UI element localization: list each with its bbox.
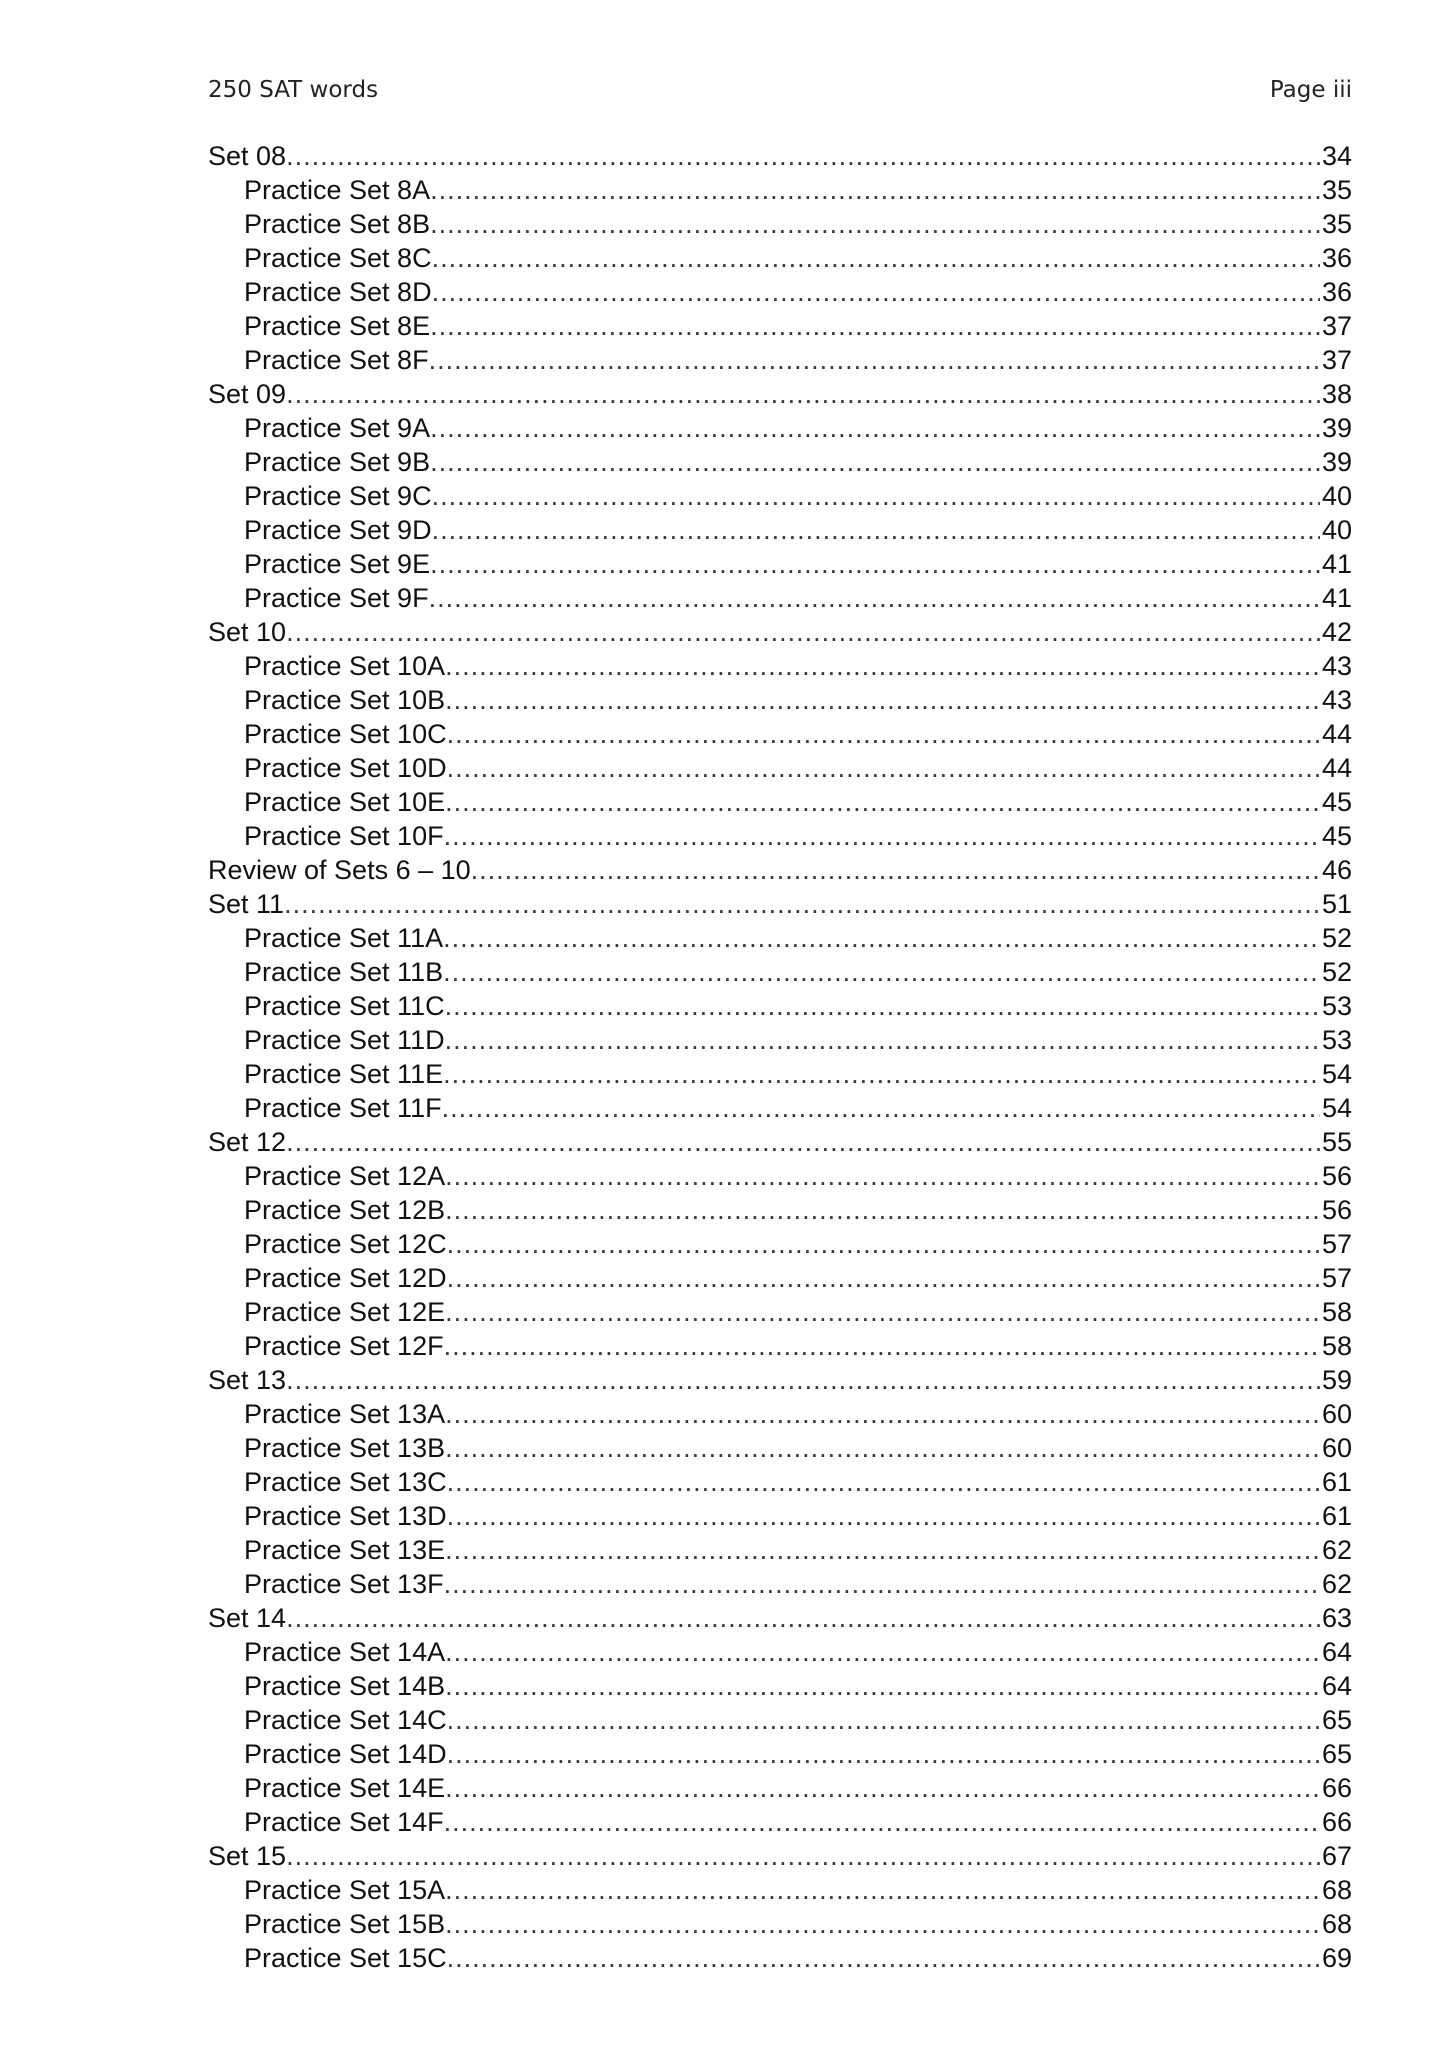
toc-dot-leader [286,377,1320,411]
toc-entry-page-number: 35 [1321,209,1352,239]
toc-entry-title: Practice Set 11A [244,923,444,953]
toc-subentry[interactable] [208,173,1352,207]
toc-subentry[interactable] [208,683,1352,717]
toc-dot-leader [447,1499,1320,1533]
toc-entry-page-number: 59 [1321,1365,1352,1395]
toc-dot-leader [447,1261,1320,1295]
toc-dot-leader [445,1023,1320,1057]
toc-entry-title: Practice Set 8A [244,175,431,205]
toc-entry-page-number: 36 [1321,243,1352,273]
toc-dot-leader [286,1125,1320,1159]
toc-subentry[interactable] [208,649,1352,683]
toc-entry-page-number: 58 [1321,1297,1352,1327]
toc-entry-title: Set 15 [208,1841,287,1871]
toc-entry[interactable] [208,615,1352,649]
toc-entry-title: Practice Set 15B [244,1909,446,1939]
toc-entry-title: Practice Set 10B [244,685,446,715]
toc-dot-leader [443,921,1320,955]
toc-subentry[interactable] [208,1907,1352,1941]
toc-dot-leader [286,1839,1320,1873]
toc-dot-leader [443,1057,1320,1091]
toc-entry-page-number: 54 [1321,1059,1352,1089]
toc-entry-title: Practice Set 13B [244,1433,446,1463]
header-page-number: Page iii [1269,77,1352,103]
toc-subentry[interactable] [208,1703,1352,1737]
toc-entry-page-number: 65 [1321,1739,1352,1769]
toc-entry-page-number: 41 [1321,583,1352,613]
toc-entry-title: Set 08 [208,141,287,171]
toc-entry-title: Practice Set 11F [244,1093,442,1123]
toc-dot-leader [444,819,1320,853]
toc-entry-page-number: 53 [1321,1025,1352,1055]
toc-subentry[interactable] [208,1567,1352,1601]
toc-entry-page-number: 53 [1321,991,1352,1021]
toc-subentry[interactable] [208,1397,1352,1431]
toc-dot-leader [444,1805,1320,1839]
toc-entry-page-number: 39 [1321,447,1352,477]
toc-dot-leader [447,751,1320,785]
toc-dot-leader [445,785,1320,819]
toc-dot-leader [445,683,1320,717]
toc-entry-page-number: 66 [1321,1807,1352,1837]
toc-entry-page-number: 56 [1321,1161,1352,1191]
toc-subentry[interactable] [208,1533,1352,1567]
toc-dot-leader [430,173,1320,207]
toc-entry-title: Practice Set 8C [244,243,432,273]
toc-entry-title: Practice Set 14A [244,1637,446,1667]
toc-subentry[interactable] [208,343,1352,377]
toc-dot-leader [445,649,1320,683]
toc-entry-title: Set 10 [208,617,287,647]
toc-subentry[interactable] [208,1941,1352,1975]
toc-entry-title: Practice Set 11C [244,991,445,1021]
toc-entry-title: Practice Set 15A [244,1875,446,1905]
toc-dot-leader [445,1771,1320,1805]
toc-entry-page-number: 68 [1321,1909,1352,1939]
toc-entry-title: Practice Set 14D [244,1739,447,1769]
toc-entry-title: Set 11 [208,889,285,919]
toc-dot-leader [471,853,1320,887]
toc-dot-leader [445,1397,1320,1431]
toc-entry-page-number: 38 [1321,379,1352,409]
toc-entry-page-number: 45 [1321,787,1352,817]
toc-subentry[interactable] [208,1771,1352,1805]
toc-entry-page-number: 67 [1321,1841,1352,1871]
toc-dot-leader [430,445,1320,479]
toc-entry[interactable] [208,1601,1352,1635]
toc-entry-title: Set 13 [208,1365,287,1395]
toc-entry[interactable] [208,377,1352,411]
toc-subentry[interactable] [208,717,1352,751]
toc-subentry[interactable] [208,989,1352,1023]
toc-dot-leader [445,1193,1320,1227]
toc-entry-title: Practice Set 9B [244,447,431,477]
toc-entry-title: Practice Set 12F [244,1331,444,1361]
toc-dot-leader [447,1941,1320,1975]
toc-dot-leader [432,513,1320,547]
toc-dot-leader [284,887,1320,921]
toc-entry-page-number: 45 [1321,821,1352,851]
toc-dot-leader [445,1635,1320,1669]
toc-subentry[interactable] [208,1295,1352,1329]
toc-subentry[interactable] [208,1431,1352,1465]
toc-entry-title: Practice Set 9E [244,549,431,579]
toc-entry[interactable] [208,139,1352,173]
toc-entry-page-number: 35 [1321,175,1352,205]
toc-subentry[interactable] [208,207,1352,241]
toc-subentry[interactable] [208,1091,1352,1125]
toc-entry-page-number: 54 [1321,1093,1352,1123]
toc-entry-page-number: 62 [1321,1569,1352,1599]
toc-entry-title: Practice Set 9D [244,515,432,545]
toc-subentry[interactable] [208,1159,1352,1193]
toc-dot-leader [444,1329,1320,1363]
toc-subentry[interactable] [208,1057,1352,1091]
toc-dot-leader [445,1159,1320,1193]
toc-entry-page-number: 36 [1321,277,1352,307]
toc-subentry[interactable] [208,1669,1352,1703]
toc-subentry[interactable] [208,1499,1352,1533]
toc-subentry[interactable] [208,309,1352,343]
toc-entry-title: Practice Set 12C [244,1229,447,1259]
toc-subentry[interactable] [208,955,1352,989]
toc-entry-title: Practice Set 8E [244,311,431,341]
toc-dot-leader [447,1703,1320,1737]
toc-entry-title: Set 14 [208,1603,287,1633]
toc-entry-page-number: 56 [1321,1195,1352,1225]
toc-entry[interactable] [208,1125,1352,1159]
toc-entry[interactable] [208,853,1352,887]
toc-entry-page-number: 44 [1321,753,1352,783]
toc-subentry[interactable] [208,1465,1352,1499]
toc-subentry[interactable] [208,921,1352,955]
toc-dot-leader [432,479,1320,513]
toc-dot-leader [447,1737,1320,1771]
toc-entry-title: Practice Set 10D [244,753,447,783]
toc-entry-title: Practice Set 12E [244,1297,446,1327]
toc-entry-page-number: 42 [1321,617,1352,647]
toc-dot-leader [286,1363,1320,1397]
toc-entry-page-number: 43 [1321,685,1352,715]
toc-entry-title: Practice Set 13D [244,1501,447,1531]
toc-subentry[interactable] [208,547,1352,581]
toc-dot-leader [445,1431,1320,1465]
toc-entry-page-number: 66 [1321,1773,1352,1803]
toc-dot-leader [286,1601,1320,1635]
toc-entry-title: Practice Set 9C [244,481,432,511]
toc-entry-page-number: 40 [1321,515,1352,545]
toc-dot-leader [430,207,1320,241]
toc-subentry[interactable] [208,1805,1352,1839]
toc-entry-page-number: 60 [1321,1433,1352,1463]
toc-entry-page-number: 61 [1321,1467,1352,1497]
toc-entry-title: Practice Set 8D [244,277,432,307]
toc-subentry[interactable] [208,1329,1352,1363]
toc-entry-page-number: 37 [1321,345,1352,375]
header-document-title: 250 SAT words [208,77,379,103]
toc-subentry[interactable] [208,819,1352,853]
toc-entry-title: Practice Set 9A [244,413,431,443]
page-header [208,72,1352,108]
toc-entry-page-number: 64 [1321,1671,1352,1701]
toc-subentry[interactable] [208,1635,1352,1669]
toc-subentry[interactable] [208,785,1352,819]
toc-entry-title: Set 09 [208,379,287,409]
toc-entry-title: Practice Set 13A [244,1399,446,1429]
toc-entry-page-number: 40 [1321,481,1352,511]
toc-entry-title: Practice Set 10C [244,719,447,749]
toc-entry-page-number: 65 [1321,1705,1352,1735]
toc-entry-title: Practice Set 10E [244,787,446,817]
toc-subentry[interactable] [208,1227,1352,1261]
toc-entry-page-number: 57 [1321,1229,1352,1259]
toc-subentry[interactable] [208,1261,1352,1295]
toc-subentry[interactable] [208,513,1352,547]
toc-entry-title: Set 12 [208,1127,287,1157]
toc-entry-page-number: 37 [1321,311,1352,341]
toc-entry-page-number: 39 [1321,413,1352,443]
toc-entry-page-number: 57 [1321,1263,1352,1293]
toc-entry[interactable] [208,887,1352,921]
toc-entry-title: Practice Set 11B [244,957,444,987]
toc-dot-leader [443,955,1320,989]
toc-entry-page-number: 46 [1321,855,1352,885]
toc-entry-title: Practice Set 14B [244,1671,446,1701]
toc-dot-leader [432,241,1320,275]
toc-dot-leader [442,1091,1320,1125]
toc-dot-leader [430,547,1320,581]
toc-entry-page-number: 52 [1321,923,1352,953]
toc-dot-leader [432,275,1320,309]
toc-entry-page-number: 52 [1321,957,1352,987]
toc-dot-leader [445,1295,1320,1329]
toc-dot-leader [444,1567,1320,1601]
toc-entry-title: Practice Set 11E [244,1059,444,1089]
toc-subentry[interactable] [208,751,1352,785]
toc-subentry[interactable] [208,1737,1352,1771]
toc-entry[interactable] [208,1839,1352,1873]
toc-entry-title: Practice Set 13F [244,1569,444,1599]
toc-entry-title: Practice Set 14C [244,1705,447,1735]
toc-entry-title: Practice Set 13E [244,1535,446,1565]
toc-dot-leader [447,1465,1320,1499]
toc-entry-page-number: 58 [1321,1331,1352,1361]
toc-entry-title: Practice Set 10F [244,821,444,851]
toc-subentry[interactable] [208,581,1352,615]
toc-dot-leader [430,309,1320,343]
toc-entry-title: Practice Set 15C [244,1943,447,1973]
toc-entry-page-number: 43 [1321,651,1352,681]
toc-entry-page-number: 60 [1321,1399,1352,1429]
toc-subentry[interactable] [208,411,1352,445]
toc-entry-page-number: 34 [1321,141,1352,171]
toc-entry-title: Review of Sets 6 – 10 [208,855,471,885]
toc-entry-title: Practice Set 8F [244,345,429,375]
toc-dot-leader [445,989,1320,1023]
toc-dot-leader [445,1873,1320,1907]
toc-entry-page-number: 61 [1321,1501,1352,1531]
toc-entry-page-number: 63 [1321,1603,1352,1633]
toc-dot-leader [429,343,1320,377]
toc-entry-page-number: 55 [1321,1127,1352,1157]
toc-entry-page-number: 68 [1321,1875,1352,1905]
toc-dot-leader [286,615,1320,649]
toc-entry-title: Practice Set 8B [244,209,431,239]
toc-entry-page-number: 69 [1321,1943,1352,1973]
toc-entry-title: Practice Set 9F [244,583,429,613]
toc-subentry[interactable] [208,241,1352,275]
toc-dot-leader [447,1227,1320,1261]
toc-dot-leader [430,411,1320,445]
toc-subentry[interactable] [208,445,1352,479]
toc-subentry[interactable] [208,1873,1352,1907]
toc-entry-title: Practice Set 13C [244,1467,447,1497]
toc-entry-page-number: 41 [1321,549,1352,579]
toc-entry-title: Practice Set 12B [244,1195,446,1225]
toc-subentry[interactable] [208,479,1352,513]
toc-entry-title: Practice Set 10A [244,651,446,681]
toc-dot-leader [286,139,1320,173]
toc-entry-title: Practice Set 14E [244,1773,446,1803]
table-of-contents [208,139,1352,1975]
toc-dot-leader [445,1907,1320,1941]
toc-entry-page-number: 62 [1321,1535,1352,1565]
toc-entry-page-number: 44 [1321,719,1352,749]
toc-entry-title: Practice Set 12A [244,1161,446,1191]
toc-entry-page-number: 64 [1321,1637,1352,1667]
toc-dot-leader [447,717,1320,751]
toc-subentry[interactable] [208,275,1352,309]
toc-entry-title: Practice Set 14F [244,1807,444,1837]
toc-dot-leader [429,581,1320,615]
toc-dot-leader [445,1669,1320,1703]
toc-entry-title: Practice Set 11D [244,1025,445,1055]
toc-entry[interactable] [208,1363,1352,1397]
toc-subentry[interactable] [208,1023,1352,1057]
toc-entry-title: Practice Set 12D [244,1263,447,1293]
toc-subentry[interactable] [208,1193,1352,1227]
toc-entry-page-number: 51 [1321,889,1352,919]
toc-dot-leader [445,1533,1320,1567]
